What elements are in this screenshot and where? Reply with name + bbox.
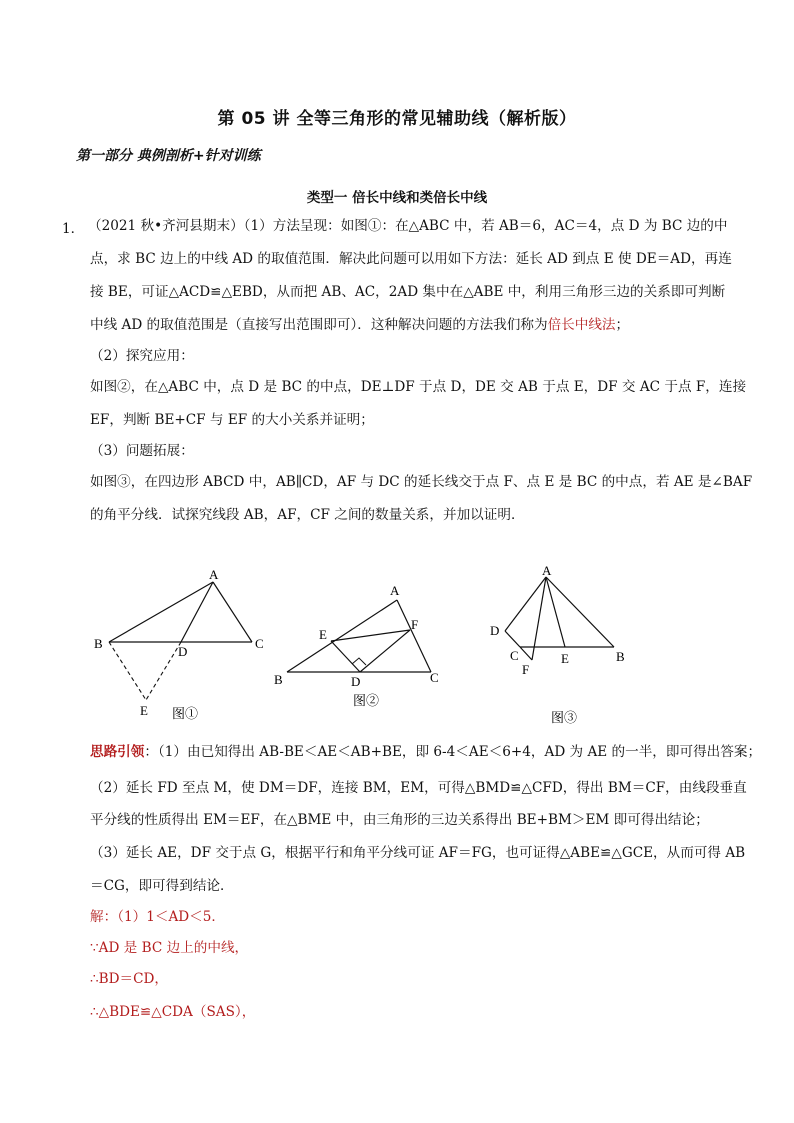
analysis-label: 思路引领 <box>90 744 145 760</box>
figures <box>0 560 794 760</box>
analysis-line <box>90 742 761 762</box>
analysis-line: （2）延长 FD 至点 M，使 DM＝DF，连接 BM，EM，可得△BMD≌△CFD，得出 BM＝CF，由线段垂直 <box>90 780 747 796</box>
fig1-label-d: D <box>178 644 188 659</box>
fig3-label-c: C <box>510 648 519 663</box>
fig2-label-e: E <box>319 627 327 642</box>
fig2-label-b: B <box>274 672 283 687</box>
problem-line: （2）探究应用： <box>90 348 194 364</box>
problem-line: 如图②，在△ABC 中，点 D 是 BC 的中点，DE⊥DF 于点 D，DE 交 AB 于点 E，DF 交 AC 于点 F，连接 <box>90 379 747 395</box>
problem-line: （3）问题拓展： <box>90 443 194 459</box>
problem-line: 接 BE，可证△ACD≌△EBD，从而把 AB、AC，2AD 集中在△ABE 中，利用三角形三边的关系即可判断 <box>90 284 726 300</box>
fig3-label-f: F <box>522 662 530 677</box>
problem-line: 的角平分线．试探究线段 AB，AF，CF 之间的数量关系，并加以证明． <box>90 507 525 523</box>
fig3-label-b: B <box>616 649 625 664</box>
analysis-line: ＝CG，即可得到结论． <box>90 878 234 894</box>
figure-3 <box>490 563 625 725</box>
fig1-label-a: A <box>209 567 219 582</box>
page-title: 第 05 讲 全等三角形的常见辅助线（解析版） <box>217 109 577 129</box>
problem-number: 1． <box>62 221 85 237</box>
fig2-label-c: C <box>430 670 439 685</box>
problem-line: （2021 秋•齐河县期末）（1）方法呈现：如图①：在△ABC 中，若 AB＝6，AC＝4，点 D 为 BC 边的中 <box>88 218 728 234</box>
fig3-label-a: A <box>542 563 552 578</box>
figure-1 <box>94 567 264 721</box>
fig1-label-e: E <box>140 703 148 718</box>
problem-line <box>90 315 629 335</box>
problem-line: 如图③，在四边形 ABCD 中，AB∥CD，AF 与 DC 的延长线交于点 F、点 E 是 BC 的中点，若 AE 是∠BAF <box>90 474 753 490</box>
analysis-text: ：（1）由已知得出 AB-BE＜AE＜AB+BE，即 6-4＜AE＜6+4，AD 为 AE 的一半，即可得出答案； <box>144 744 762 760</box>
analysis-line: 平分线的性质得出 EM＝EF，在△BME 中，由三角形的三边关系得出 BE+BM＞EM 即可得出结论； <box>90 812 709 828</box>
fig2-label-f: F <box>411 617 419 632</box>
method-name: 倍长中线法 <box>547 317 616 333</box>
problem-line-text: 中线 AD 的取值范围是（直接写出范围即可）．这种解决问题的方法我们称为 <box>90 317 548 333</box>
solution-line: ∴△BDE≌△CDA（SAS）， <box>90 1004 256 1020</box>
fig1-label-b: B <box>94 636 103 651</box>
fig2-label-a: A <box>390 583 400 598</box>
problem-line: 点，求 BC 边上的中线 AD 的取值范围．解决此问题可以用如下方法：延长 AD 到点 E 使 DE＝AD，再连 <box>90 251 732 267</box>
fig2-label-d: D <box>351 674 361 689</box>
fig3-label-e: E <box>561 651 569 666</box>
fig2-caption: 图② <box>353 693 380 708</box>
fig1-label-c: C <box>255 636 264 651</box>
fig1-caption: 图① <box>172 706 199 721</box>
method-tail: ； <box>615 317 630 333</box>
fig3-label-d: D <box>490 623 500 638</box>
fig3-caption: 图③ <box>551 710 578 725</box>
figure-2 <box>274 583 439 708</box>
solution-line: 解：（1）1＜AD＜5． <box>90 909 226 925</box>
problem-line: EF，判断 BE+CF 与 EF 的大小关系并证明； <box>90 412 374 428</box>
solution-line: ∵AD 是 BC 边上的中线， <box>90 940 249 956</box>
solution-line: ∴BD＝CD， <box>90 971 169 987</box>
section-heading: 类型一 倍长中线和类倍长中线 <box>306 190 488 206</box>
analysis-line: （3）延长 AE，DF 交于点 G，根据平行和角平分线可证 AF＝FG，也可证得△ABE≌△GCE，从而可得 AB <box>90 845 746 861</box>
part-heading: 第一部分 典例剖析+针对训练 <box>76 148 261 164</box>
